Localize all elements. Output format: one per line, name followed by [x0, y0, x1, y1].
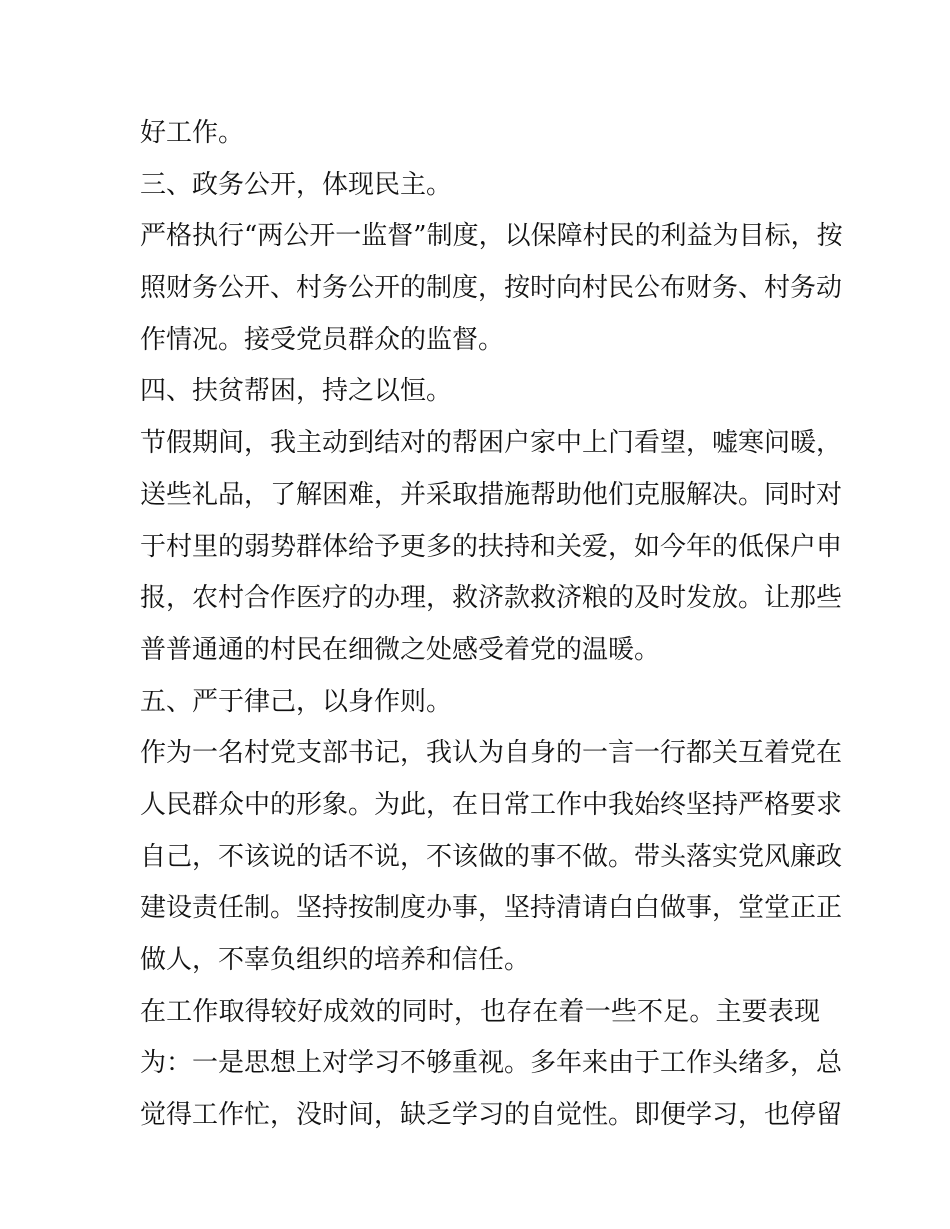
section-heading: 三、政务公开，体现民主。 [140, 169, 453, 200]
text-line: 节假期间，我主动到结对的帮困户家中上门看望，嘘寒问暖， [140, 428, 843, 459]
text-line: 于村里的弱势群体给予更多的扶持和关爱，如今年的低保户申 [140, 531, 843, 562]
section-heading: 五、严于律己，以身作则。 [140, 686, 453, 717]
text-line: 觉得工作忙，没时间，缺乏学习的自觉性。即便学习，也停留 [140, 1100, 843, 1131]
text-line: 做人，不辜负组织的培养和信任。 [140, 945, 531, 975]
text-line: 作为一名村党支部书记，我认为自身的一言一行都关互着党在 [140, 738, 843, 769]
text-line: 好工作。 [140, 118, 245, 148]
text-line: 建设责任制。坚持按制度办事，坚持清请白白做事，堂堂正正 [140, 893, 843, 924]
text-line: 照财务公开、村务公开的制度，按时向村民公布财务、村务动 [140, 273, 843, 304]
text-line: 严格执行“两公开一监督”制度，以保障村民的利益为目标，按 [140, 221, 843, 252]
text-line: 送些礼品，了解困难，并采取措施帮助他们克服解决。同时对 [140, 479, 843, 510]
text-line: 普普通通的村民在细微之处感受着党的温暖。 [140, 634, 661, 665]
text-line: 人民群众中的形象。为此，在日常工作中我始终坚持严格要求 [140, 789, 843, 820]
text-line: 作情况。接受党员群众的监督。 [140, 324, 505, 355]
body-text [140, 108, 843, 1142]
text-line: 自己，不该说的话不说，不该做的事不做。带头落实党风廉政 [140, 841, 843, 872]
section-heading: 四、扶贫帮困，持之以恒。 [140, 376, 453, 407]
text-line: 报，农村合作医疗的办理，救济款救济粮的及时发放。让那些 [140, 583, 843, 614]
text-line: 为：一是思想上对学习不够重视。多年来由于工作头绪多，总 [140, 1048, 843, 1079]
text-line: 在工作取得较好成效的同时，也存在着一些不足。主要表现 [140, 996, 820, 1027]
